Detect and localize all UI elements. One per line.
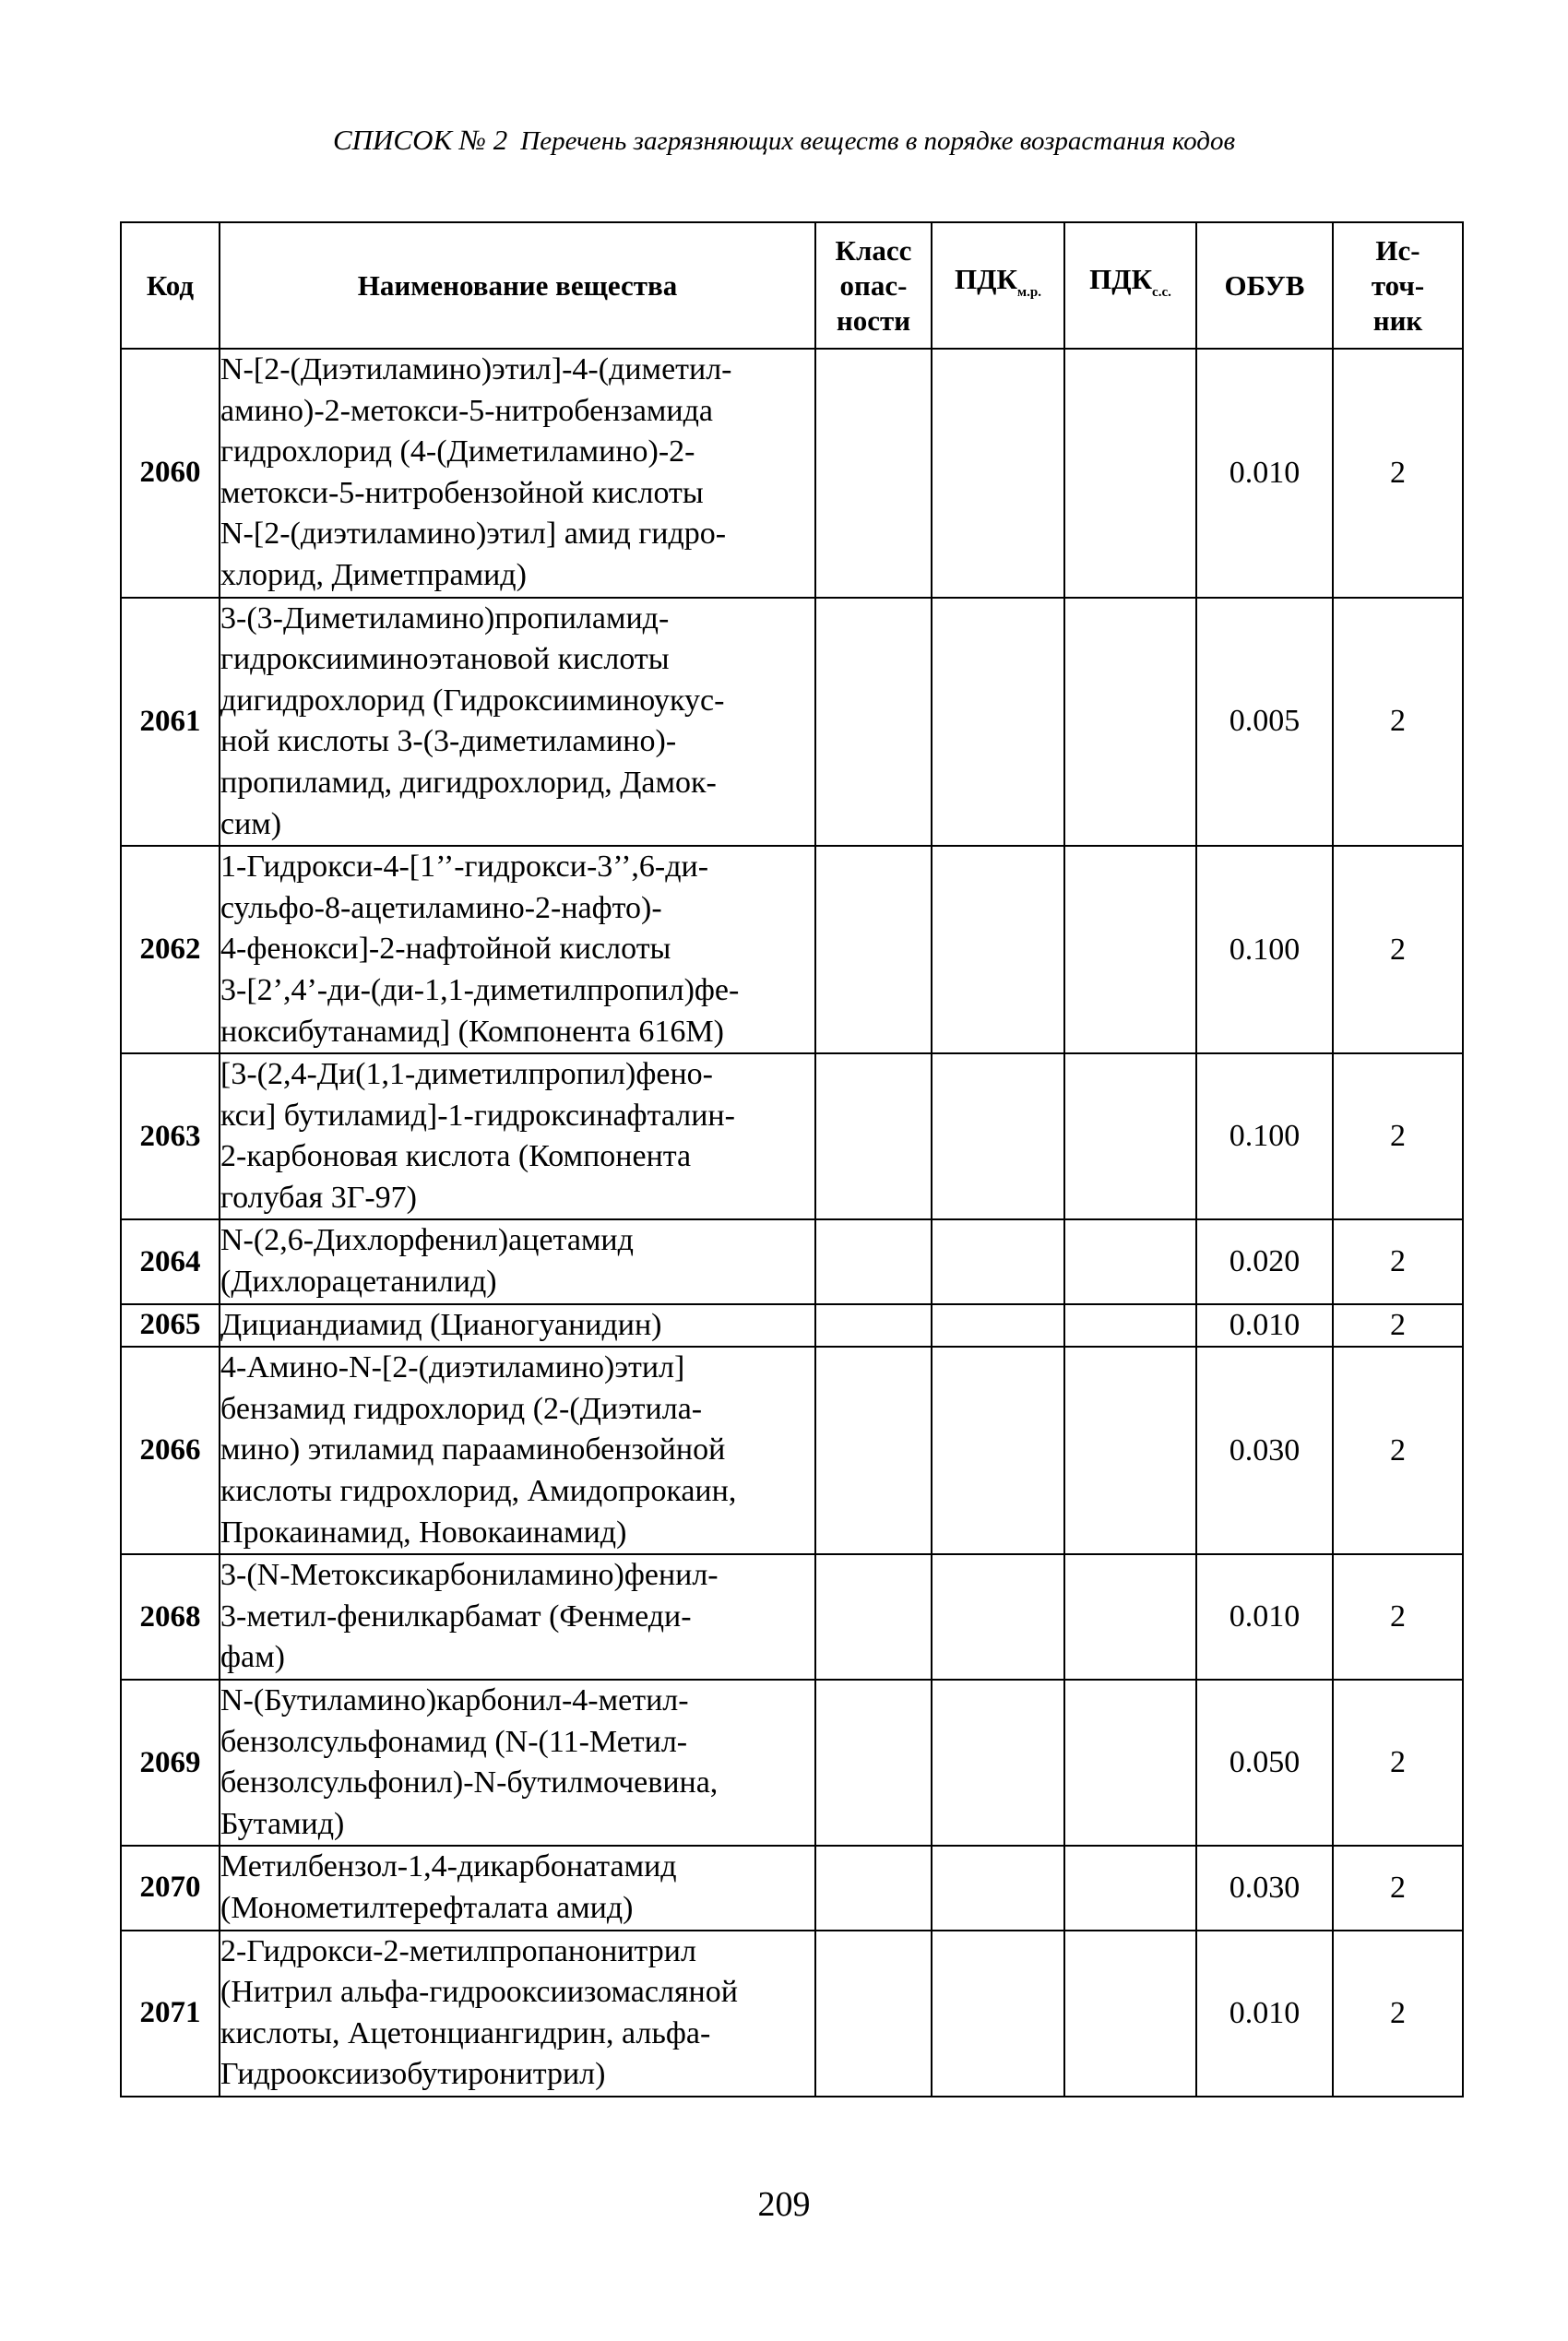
substance-name-line: 4-Амино-N-[2-(диэтиламино)этил] — [220, 1350, 685, 1385]
table-row — [121, 1931, 1463, 2097]
source-line: Ис- — [1375, 233, 1420, 267]
pdk-ss-cell — [1064, 349, 1196, 598]
source-value: 2 — [1333, 1219, 1463, 1303]
hazard-class-cell — [815, 1304, 932, 1348]
obuv-value: 0.050 — [1196, 1680, 1333, 1846]
pdk-mr-cell — [932, 1053, 1064, 1219]
col-header-obuv: ОБУВ — [1196, 222, 1333, 349]
pdk-ss-cell — [1064, 1680, 1196, 1846]
table-row — [121, 1053, 1463, 1219]
source-value: 2 — [1333, 598, 1463, 847]
substance-name-line: (Нитрил альфа-гидрооксиизомасляной — [220, 1975, 738, 2010]
pdk-ss-cell — [1064, 1347, 1196, 1554]
pdk-ss-cell — [1064, 1846, 1196, 1930]
pdk-mr-cell — [932, 1680, 1064, 1846]
hazard-class-line: ности — [836, 303, 911, 337]
source-value: 2 — [1333, 1554, 1463, 1680]
substance-name-line: 3-(N-Метоксикарбониламино)фенил- — [220, 1558, 719, 1593]
hazard-class-cell — [815, 1554, 932, 1680]
substance-name-line: 4-фенокси]-2-нафтойной кислоты — [220, 932, 671, 967]
source-value: 2 — [1333, 1347, 1463, 1554]
table-row — [121, 349, 1463, 598]
page-title — [0, 124, 1568, 157]
col-header-hazard-class — [815, 222, 932, 349]
substance-name-line: (Монометилтерефталата амид) — [220, 1890, 634, 1925]
table-row — [121, 1347, 1463, 1554]
hazard-class-cell — [815, 1680, 932, 1846]
pdk-mr-cell — [932, 1304, 1064, 1348]
source-value: 2 — [1333, 1931, 1463, 2097]
table-body — [121, 349, 1463, 2097]
pdk-ss-cell — [1064, 1931, 1196, 2097]
substance-name-line: хлорид, Диметпрамид) — [220, 557, 527, 592]
substance-name-line: Прокаинамид, Новокаинамид) — [220, 1515, 627, 1550]
substances-table — [120, 221, 1464, 2097]
col-header-code: Код — [121, 222, 220, 349]
col-header-name: Наименование вещества — [220, 222, 815, 349]
substance-name-line: голубая 3Г-97) — [220, 1180, 417, 1215]
substance-name — [220, 1554, 815, 1680]
pdk-ss-main: ПДК — [1089, 262, 1153, 295]
substance-name-line: 2-карбоновая кислота (Компонента — [220, 1139, 692, 1174]
substance-code: 2068 — [121, 1554, 220, 1680]
substance-name-line: мино) этиламид парааминобензойной — [220, 1432, 726, 1468]
obuv-value: 0.005 — [1196, 598, 1333, 847]
obuv-value: 0.010 — [1196, 349, 1333, 598]
substance-code: 2071 — [121, 1931, 220, 2097]
header-row — [121, 222, 1463, 349]
substance-name-line: ной кислоты 3-(3-диметиламино)- — [220, 724, 677, 759]
substance-name-line: N-[2-(Диэтиламино)этил]-4-(диметил- — [220, 352, 732, 386]
substance-name — [220, 1347, 815, 1554]
pdk-mr-cell — [932, 1846, 1064, 1930]
substance-code: 2061 — [121, 598, 220, 847]
substance-name-line: N-(Бутиламино)карбонил-4-метил- — [220, 1683, 689, 1717]
obuv-value: 0.010 — [1196, 1304, 1333, 1348]
table-row — [121, 1219, 1463, 1303]
substance-code: 2063 — [121, 1053, 220, 1219]
hazard-class-line: Класс — [835, 233, 912, 267]
table-row — [121, 1846, 1463, 1930]
source-value: 2 — [1333, 846, 1463, 1053]
obuv-value: 0.030 — [1196, 1347, 1333, 1554]
pdk-mr-cell — [932, 349, 1064, 598]
substance-name — [220, 846, 815, 1053]
hazard-class-line: опас- — [839, 268, 908, 302]
pdk-mr-main: ПДК — [955, 262, 1017, 295]
source-value: 2 — [1333, 1304, 1463, 1348]
pdk-ss-cell — [1064, 1554, 1196, 1680]
source-value: 2 — [1333, 1053, 1463, 1219]
substance-name-line: Бутамид) — [220, 1806, 345, 1841]
table-row — [121, 846, 1463, 1053]
substance-name — [220, 1219, 815, 1303]
substance-name-line: пропиламид, дигидрохлорид, Дамок- — [220, 765, 717, 800]
substance-name-line: гидрохлорид (4-(Диметиламино)-2- — [220, 434, 695, 469]
substance-name — [220, 1053, 815, 1219]
table-row — [121, 1554, 1463, 1680]
substance-name-line: Дициандиамид (Цианогуанидин) — [220, 1307, 662, 1342]
obuv-value: 0.010 — [1196, 1931, 1333, 2097]
source-line: точ- — [1371, 268, 1425, 302]
substance-name — [220, 1680, 815, 1846]
pdk-mr-cell — [932, 1219, 1064, 1303]
table-row — [121, 1304, 1463, 1348]
source-value: 2 — [1333, 1846, 1463, 1930]
pdk-ss-cell — [1064, 846, 1196, 1053]
substance-name — [220, 1846, 815, 1930]
obuv-value: 0.100 — [1196, 846, 1333, 1053]
substance-name-line: фам) — [220, 1640, 285, 1675]
substance-name-line: дигидрохлорид (Гидроксииминоукус- — [220, 683, 725, 718]
substance-name-line: Гидрооксиизобутиронитрил) — [220, 2057, 606, 2092]
substance-name-line: метокси-5-нитробензойной кислоты — [220, 475, 704, 510]
substance-name-line: 3-метил-фенилкарбамат (Фенмеди- — [220, 1598, 692, 1634]
obuv-value: 0.030 — [1196, 1846, 1333, 1930]
substance-code: 2069 — [121, 1680, 220, 1846]
pdk-mr-sub: м.р. — [1016, 284, 1041, 300]
substance-code: 2065 — [121, 1304, 220, 1348]
substance-name-line: сим) — [220, 806, 282, 841]
substance-code: 2070 — [121, 1846, 220, 1930]
substance-name-line: кислоты гидрохлорид, Амидопрокаин, — [220, 1474, 737, 1509]
table-row — [121, 598, 1463, 847]
col-header-pdk-ss — [1064, 222, 1196, 349]
substance-name-line: гидроксииминоэтановой кислоты — [220, 642, 670, 677]
substance-name — [220, 1304, 815, 1348]
obuv-value: 0.020 — [1196, 1219, 1333, 1303]
substance-name-line: N-[2-(диэтиламино)этил] амид гидро- — [220, 517, 727, 552]
substance-name-line: кси] бутиламид]-1-гидроксинафталин- — [220, 1098, 735, 1133]
substance-name-line: бензолсульфонил)-N-бутилмочевина, — [220, 1765, 719, 1800]
pdk-mr-cell — [932, 1347, 1064, 1554]
substance-name-line: 3-[2’,4’-ди-(ди-1,1-диметилпропил)фе- — [220, 972, 740, 1007]
substance-name-line: ноксибутанамид] (Компонента 616М) — [220, 1014, 724, 1049]
list-description: Перечень загрязняющих веществ в порядке возрастания кодов — [520, 126, 1236, 156]
substance-name-line: 1-Гидрокси-4-[1’’-гидрокси-3’’,6-ди- — [220, 850, 709, 885]
substance-code: 2060 — [121, 349, 220, 598]
page-number: 209 — [757, 2185, 811, 2224]
substance-name-line: Метилбензол-1,4-дикарбонатамид — [220, 1849, 677, 1884]
obuv-value: 0.100 — [1196, 1053, 1333, 1219]
substance-code: 2062 — [121, 846, 220, 1053]
table-row — [121, 1680, 1463, 1846]
substance-name-line: амино)-2-метокси-5-нитробензамида — [220, 393, 714, 428]
substance-name-line: N-(2,6-Дихлорфенил)ацетамид — [220, 1223, 634, 1258]
substance-name-line: 2-Гидрокси-2-метилпропанонитрил — [220, 1933, 696, 1968]
hazard-class-cell — [815, 598, 932, 847]
pdk-ss-cell — [1064, 1219, 1196, 1303]
substance-name-line: бензамид гидрохлорид (2-(Диэтила- — [220, 1391, 703, 1426]
pdk-mr-cell — [932, 1554, 1064, 1680]
substance-name — [220, 349, 815, 598]
hazard-class-cell — [815, 1931, 932, 2097]
list-label: СПИСОК № 2 — [332, 124, 508, 156]
pdk-ss-cell — [1064, 598, 1196, 847]
hazard-class-cell — [815, 1053, 932, 1219]
source-line: ник — [1372, 303, 1423, 337]
hazard-class-cell — [815, 1219, 932, 1303]
source-value: 2 — [1333, 349, 1463, 598]
pdk-mr-cell — [932, 1931, 1064, 2097]
hazard-class-cell — [815, 1347, 932, 1554]
pdk-mr-cell — [932, 846, 1064, 1053]
substance-name-line: 3-(3-Диметиламино)пропиламид- — [220, 600, 670, 636]
col-header-source — [1333, 222, 1463, 349]
hazard-class-cell — [815, 846, 932, 1053]
obuv-value: 0.010 — [1196, 1554, 1333, 1680]
substance-name-line: (Дихлорацетанилид) — [220, 1265, 497, 1300]
substance-name-line: бензолсульфонамид (N-(11-Метил- — [220, 1724, 688, 1759]
substance-code: 2064 — [121, 1219, 220, 1303]
source-value: 2 — [1333, 1680, 1463, 1846]
substance-name-line: [3-(2,4-Ди(1,1-диметилпропил)фено- — [220, 1057, 713, 1092]
substance-name — [220, 1931, 815, 2097]
substance-name-line: кислоты, Ацетонциангидрин, альфа- — [220, 2015, 711, 2050]
col-header-pdk-mr — [932, 222, 1064, 349]
pdk-ss-cell — [1064, 1304, 1196, 1348]
hazard-class-cell — [815, 1846, 932, 1930]
hazard-class-cell — [815, 349, 932, 598]
substance-name-line: сульфо-8-ацетиламино-2-нафто)- — [220, 890, 662, 925]
substance-code: 2066 — [121, 1347, 220, 1554]
pdk-mr-cell — [932, 598, 1064, 847]
pdk-ss-cell — [1064, 1053, 1196, 1219]
substance-name — [220, 598, 815, 847]
pdk-ss-sub: с.с. — [1152, 284, 1171, 300]
